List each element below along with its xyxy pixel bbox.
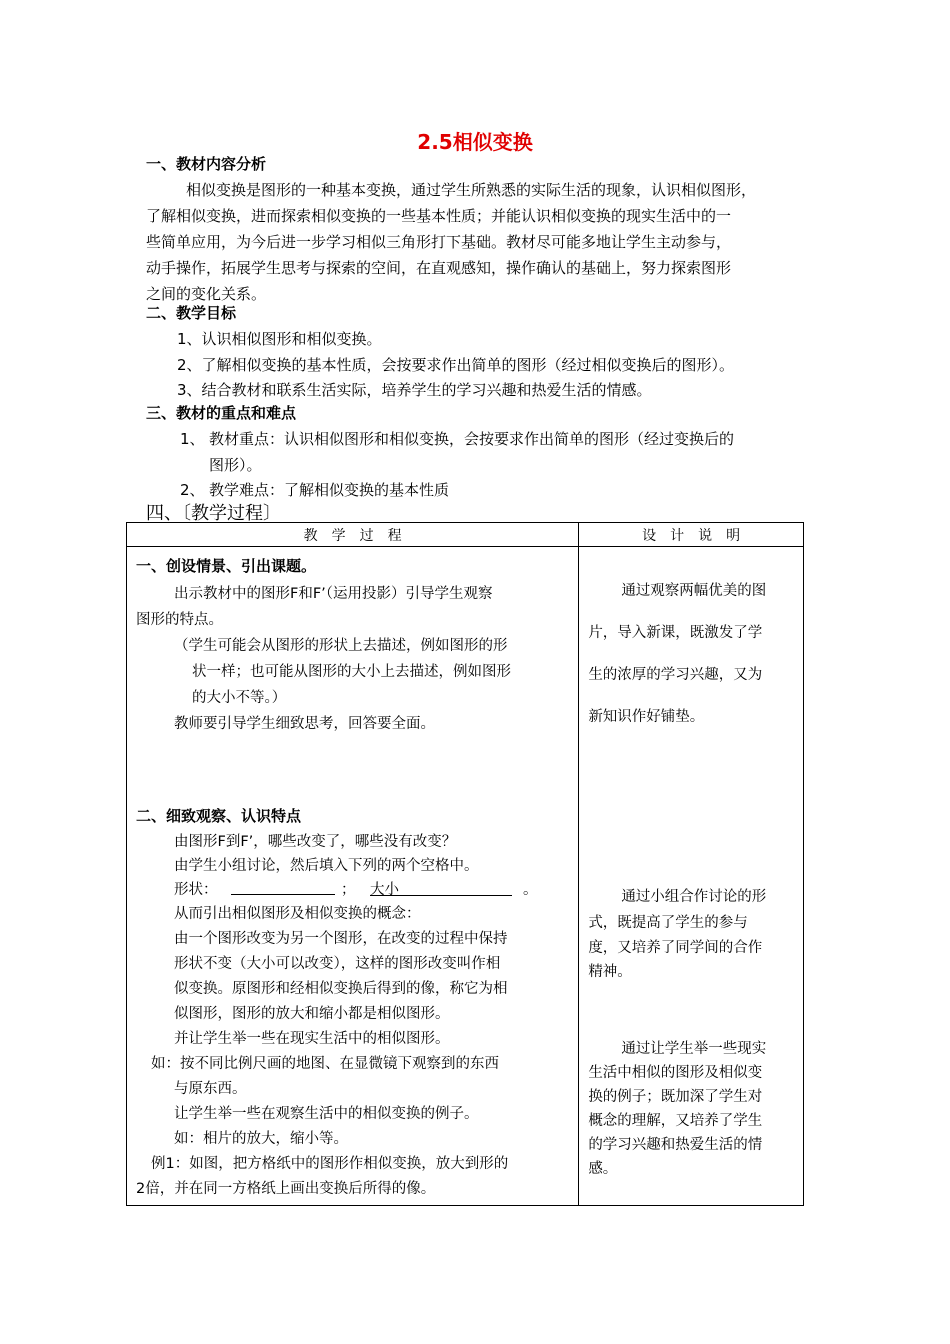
section1-heading: 一、教材内容分析 [146, 155, 267, 173]
note1-line: 生的浓厚的学习兴趣，又为 [588, 667, 763, 683]
notes-cell [579, 547, 804, 1206]
part1-line: 的大小不等。） [192, 690, 287, 706]
part1-line: 出示教材中的图形F和F’（运用投影）引导学生观察 [174, 586, 493, 602]
part2-line: 由一个图形改变为另一个图形，在改变的过程中保持 [174, 931, 508, 947]
size-label: 大小 [370, 882, 399, 898]
sec1-line: 了解相似变换，进而探索相似变换的一些基本性质；并能认识相似变换的现实生活中的一 [146, 207, 732, 225]
note3-line: 的学习兴趣和热爱生活的情 [588, 1137, 763, 1153]
objective-item: 2、了解相似变换的基本性质，会按要求作出简单的图形（经过相似变换后的图形）。 [177, 356, 735, 374]
note3-line: 概念的理解，又培养了学生 [588, 1113, 763, 1129]
col-header-notes: 设 计 说 明 [579, 523, 804, 547]
keypoint-text: 图形）。 [209, 456, 262, 474]
part2-line: 如：按不同比例尺画的地图、在显微镜下观察到的东西 [151, 1056, 499, 1072]
part2-line: 从而引出相似图形及相似变换的概念： [174, 906, 421, 922]
part1-heading: 一、创设情景、引出课题。 [136, 557, 317, 575]
note1-line: 通过观察两幅优美的图 [621, 583, 767, 599]
note1-line: 新知识作好铺垫。 [588, 709, 705, 725]
keypoint-number: 1、 [180, 430, 205, 448]
section2-heading: 二、教学目标 [146, 304, 237, 322]
period: 。 [523, 882, 538, 898]
part1-line: 状一样；也可能从图形的大小上去描述，例如图形 [192, 664, 511, 680]
sec1-line: 相似变换是图形的一种基本变换，通过学生所熟悉的实际生活的现象，认识相似图形， [186, 181, 757, 199]
part2-heading: 二、细致观察、认识特点 [136, 807, 302, 825]
note2-line: 精神。 [588, 964, 632, 980]
note3-line: 生活中相似的图形及相似变 [588, 1065, 763, 1081]
note3-line: 通过让学生举一些现实 [621, 1041, 767, 1057]
semicolon: ； [341, 882, 356, 898]
part2-line: 让学生举一些在观察生活中的相似变换的例子。 [174, 1106, 479, 1122]
teaching-process-table [126, 522, 804, 1206]
sec1-line: 之间的变化关系。 [146, 285, 267, 303]
difficulty-text: 教学难点：了解相似变换的基本性质 [209, 481, 450, 499]
part2-line: 似图形，图形的放大和缩小都是相似图形。 [174, 1006, 450, 1022]
section4-heading: 四、〔教学过程〕 [146, 503, 281, 524]
note1-line: 片，导入新课，既激发了学 [588, 625, 763, 641]
part2-line: 如：相片的放大，缩小等。 [174, 1131, 348, 1147]
part2-line: 与原东西。 [174, 1081, 247, 1097]
note2-line: 度，又培养了同学间的合作 [588, 940, 763, 956]
section3-heading: 三、教材的重点和难点 [146, 404, 297, 422]
objective-item: 3、结合教材和联系生活实际，培养学生的学习兴趣和热爱生活的情感。 [177, 381, 652, 399]
objective-item: 1、认识相似图形和相似变换。 [177, 330, 382, 348]
part2-line: 似变换。原图形和经相似变换后得到的像，称它为相 [174, 981, 508, 997]
part2-line: 并让学生举一些在现实生活中的相似图形。 [174, 1031, 450, 1047]
part1-line: 图形的特点。 [136, 612, 223, 628]
part2-line: 由学生小组讨论，然后填入下列的两个空格中。 [174, 858, 479, 874]
part2-line: 例1：如图，把方格纸中的图形作相似变换，放大到形的 [151, 1156, 509, 1172]
note2-line: 式，既提高了学生的参与 [588, 915, 748, 931]
shape-blank [231, 880, 335, 895]
col-header-process: 教 学 过 程 [127, 523, 579, 547]
part2-line: 形状不变（大小可以改变），这样的图形改变叫作相 [174, 956, 501, 972]
note3-line: 换的例子；既加深了学生对 [588, 1089, 763, 1105]
page-title: 2.5相似变换 [417, 130, 533, 154]
part2-line: 由图形F到F’，哪些改变了，哪些没有改变？ [174, 834, 457, 850]
part1-line: （学生可能会从图形的形状上去描述，例如图形的形 [174, 638, 508, 654]
keypoint-text: 教材重点：认识相似图形和相似变换，会按要求作出简单的图形（经过变换后的 [209, 430, 735, 448]
part2-line: 2倍，并在同一方格纸上画出变换后所得的像。 [136, 1181, 436, 1197]
part1-line: 教师要引导学生细致思考，回答要全面。 [174, 716, 435, 732]
size-blank [370, 881, 512, 896]
note2-line: 通过小组合作讨论的形 [621, 889, 767, 905]
note3-line: 感。 [588, 1161, 618, 1177]
sec1-line: 动手操作，拓展学生思考与探索的空间，在直观感知，操作确认的基础上，努力探索图形 [146, 259, 732, 277]
process-cell [127, 547, 579, 1206]
sec1-line: 些简单应用，为今后进一步学习相似三角形打下基础。教材尽可能多地让学生主动参与， [146, 233, 732, 251]
difficulty-number: 2、 [180, 481, 205, 499]
shape-label: 形状： [174, 882, 218, 898]
